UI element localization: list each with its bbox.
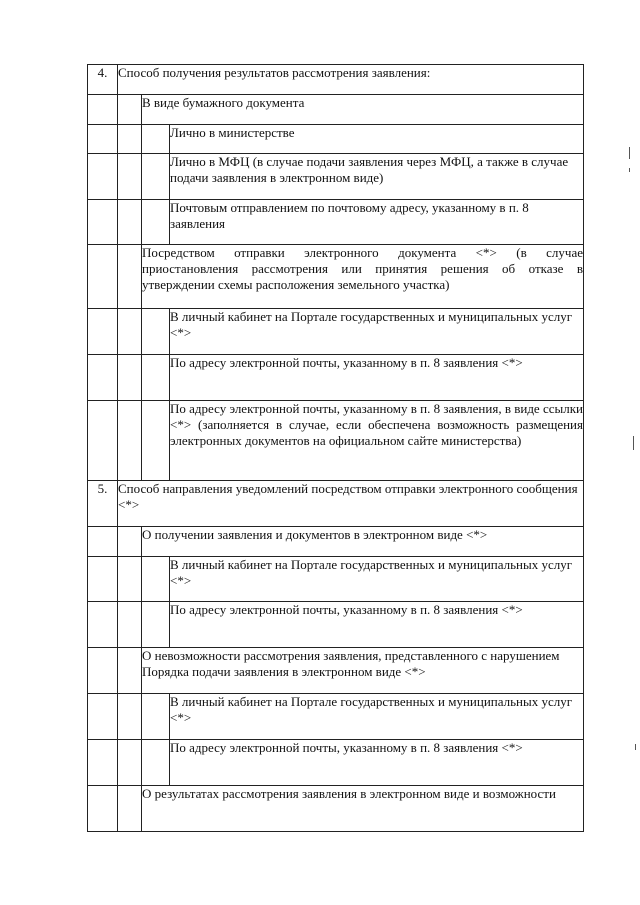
rejection-notice-checkbox[interactable] [118,648,142,694]
result-notice-checkbox[interactable] [118,786,142,832]
section-4-option-row [88,401,584,481]
section-5-option-row [88,694,584,740]
option-checkbox[interactable] [142,154,170,200]
option-checkbox[interactable] [142,125,170,154]
electronic-document-checkbox[interactable] [118,245,142,309]
option-checkbox[interactable] [142,355,170,401]
option-label: Лично в министерстве [170,125,584,154]
option-checkbox[interactable] [142,200,170,245]
section-4-group-1-label: В виде бумажного документа [142,95,584,125]
scan-mark [633,436,634,450]
section-5-number: 5. [88,481,118,527]
section-5-group-1-label: О получении заявления и документов в электронном виде <*> [142,527,584,557]
section-5-option-row [88,602,584,648]
option-label: По адресу электронной почты, указанному в п. 8 заявления <*> [170,355,584,401]
section-4-title: Способ получения результатов рассмотрения заявления: [118,65,584,95]
section-4-group-2-row [88,245,584,309]
option-checkbox[interactable] [142,694,170,740]
option-label: В личный кабинет на Портале государственных и муниципальных услуг <*> [170,694,584,740]
option-label: Почтовым отправлением по почтовому адресу, указанному в п. 8 заявления [170,200,584,245]
section-5-group-3-row [88,786,584,832]
section-5-option-row [88,557,584,602]
section-4-group-2-label: Посредством отправки электронного документа <*> (в случае приостановления рассмотрения или принятия решения об отказе в утверждении схемы расположения земельного участка) [142,245,584,309]
option-checkbox[interactable] [142,401,170,481]
section-4-option-row [88,355,584,401]
section-5-group-3-label: О результатах рассмотрения заявления в электронном виде и возможности [142,786,584,832]
section-4-option-row [88,154,584,200]
section-5-header-row [88,481,584,527]
receipt-notice-checkbox[interactable] [118,527,142,557]
form-table [87,64,584,832]
option-checkbox[interactable] [142,309,170,355]
option-checkbox[interactable] [142,557,170,602]
option-label: Лично в МФЦ (в случае подачи заявления через МФЦ, а также в случае подачи заявления в электронном виде) [170,154,584,200]
section-5-option-row [88,740,584,786]
section-4-number: 4. [88,65,118,95]
scan-mark [629,147,630,159]
paper-document-checkbox[interactable] [118,95,142,125]
option-label: В личный кабинет на Портале государственных и муниципальных услуг <*> [170,557,584,602]
section-5-group-2-row [88,648,584,694]
section-4-group-1-row [88,95,584,125]
section-4-header-row [88,65,584,95]
option-checkbox[interactable] [142,740,170,786]
section-5-title: Способ направления уведомлений посредством отправки электронного сообщения <*> [118,481,584,527]
scan-mark [635,744,636,750]
section-5-group-2-label: О невозможности рассмотрения заявления, представленного с нарушением Порядка подачи заявления в электронном виде <*> [142,648,584,694]
option-label: По адресу электронной почты, указанному в п. 8 заявления <*> [170,602,584,648]
section-4-option-row [88,200,584,245]
option-label: По адресу электронной почты, указанному в п. 8 заявления <*> [170,740,584,786]
section-4-option-row [88,309,584,355]
section-4-option-row [88,125,584,154]
option-label: По адресу электронной почты, указанному в п. 8 заявления, в виде ссылки <*> (заполняется в случае, если обеспечена возможность размещения электронных документов на официальном сайте министерства) [170,401,584,481]
option-label: В личный кабинет на Портале государственных и муниципальных услуг <*> [170,309,584,355]
section-5-group-1-row [88,527,584,557]
option-checkbox[interactable] [142,602,170,648]
scan-mark [629,168,630,172]
